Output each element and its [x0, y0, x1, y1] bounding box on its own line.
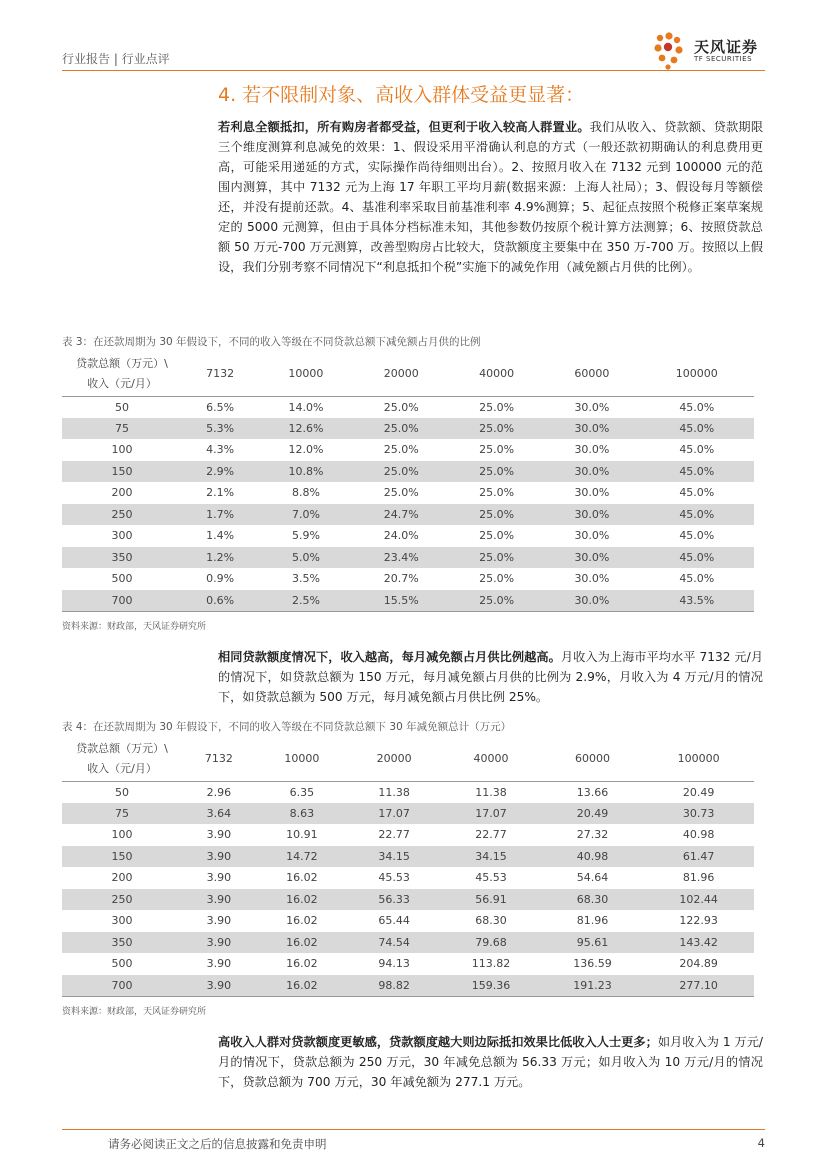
row-label: 700 — [62, 975, 182, 997]
table-cell: 5.0% — [258, 547, 353, 569]
row-label: 200 — [111, 486, 133, 500]
column-header: 10000 — [284, 752, 320, 766]
table-cell: 81.96 — [576, 914, 609, 928]
table-cell: 27.32 — [576, 828, 609, 842]
paragraph-income-effect — [218, 647, 763, 707]
table-cell: 40.98 — [682, 828, 715, 842]
table-cell: 16.02 — [286, 957, 318, 971]
table-cell: 68.30 — [542, 889, 643, 911]
table-cell: 17.07 — [348, 803, 440, 825]
table-row — [62, 953, 754, 975]
row-label: 300 — [111, 529, 133, 543]
table-row — [62, 781, 754, 803]
paragraph-body: 我们从收入、贷款额、贷款期限三个维度测算利息减免的效果：1、假设采用平滑确认利息的方式（一般还款初期确认的利息费用更高，可能采用递延的方式，实际操作尚待细则出台）。2、按照月收入在 7132 元到 100000 元的范围内测算，其中 7132 元为上海 17 年职工平均月薪(数据来源：上海人社局）；3、假设每月等额偿还，并没有提前还款。4、基准利率采取目前基准利率 4.9%测算；5、起征点按照个税修正案草案规定的 5000 元测算，但由于具体分档标准未知，其他参数仍按原个税计算方法测算；6、按照贷款总额 50 万元-700 万元测算，改善型购房占比较大，贷款额度主要集中在 350 万-700 万。按照以上假设，我们分别考察不同情况下“利息抵扣个税”实施下的减免作用（减免额占月供的比例）。 — [218, 120, 764, 274]
table-cell: 25.0% — [449, 590, 544, 612]
table-cell: 45.0% — [640, 547, 754, 569]
table-row — [62, 590, 754, 612]
table-cell: 1.7% — [182, 504, 258, 526]
table-cell: 14.72 — [256, 846, 348, 868]
table-cell: 3.90 — [206, 914, 232, 928]
table-row — [62, 568, 754, 590]
table-cell: 11.38 — [378, 785, 410, 799]
column-header: 20000 — [383, 367, 419, 381]
table-row — [62, 824, 754, 846]
table-cell: 20.7% — [383, 572, 419, 586]
table-cell: 25.0% — [479, 400, 515, 414]
table4-source: 资料来源：财政部，天风证券研究所 — [62, 1007, 207, 1017]
table-cell: 25.0% — [354, 461, 449, 483]
table-cell: 25.0% — [449, 418, 544, 440]
row-label: 100 — [111, 828, 133, 842]
header-divider — [62, 70, 765, 71]
table-corner-header: 贷款总额（万元）\ 收入（元/月） — [76, 356, 168, 390]
table-cell: 30.0% — [544, 590, 639, 612]
table-cell: 122.93 — [679, 914, 718, 928]
table-cell: 2.1% — [206, 486, 235, 500]
table-cell: 16.02 — [286, 871, 318, 885]
table-cell: 81.96 — [682, 871, 715, 885]
table-row — [62, 547, 754, 569]
table-row — [62, 867, 754, 889]
table-cell: 16.02 — [256, 975, 348, 997]
table-cell: 10.91 — [286, 828, 318, 842]
table-row — [62, 975, 754, 997]
table-cell: 5.9% — [291, 529, 320, 543]
table-cell: 61.47 — [643, 846, 754, 868]
table-cell: 143.42 — [643, 932, 754, 954]
table-header-row — [62, 352, 754, 396]
table-cell: 3.90 — [206, 828, 232, 842]
table-cell: 74.54 — [348, 932, 440, 954]
table-cell: 25.0% — [449, 461, 544, 483]
table-cell: 54.64 — [576, 871, 609, 885]
table-cell: 4.3% — [206, 443, 235, 457]
row-label: 75 — [62, 803, 182, 825]
table-cell: 191.23 — [542, 975, 643, 997]
table-row — [62, 439, 754, 461]
row-label: 50 — [115, 785, 129, 799]
table4 — [62, 737, 754, 997]
column-header: 60000 — [575, 752, 610, 766]
table4-caption: 表 4：在还款周期为 30 年假设下，不同的收入等级在不同贷款总额下 30 年减免额总计（万元） — [62, 721, 512, 733]
table-cell: 12.0% — [288, 443, 324, 457]
table-row — [62, 461, 754, 483]
table-cell: 45.0% — [679, 529, 715, 543]
table-cell: 1.2% — [182, 547, 258, 569]
table-cell: 30.73 — [643, 803, 754, 825]
table-row — [62, 803, 754, 825]
table-cell: 15.5% — [354, 590, 449, 612]
table-cell: 20.49 — [682, 785, 715, 799]
table-row — [62, 418, 754, 440]
row-label: 700 — [62, 590, 182, 612]
table-cell: 16.02 — [256, 932, 348, 954]
table-cell: 6.35 — [289, 785, 315, 799]
table-cell: 25.0% — [479, 572, 515, 586]
paragraph-lead: 高收入人群对贷款额度更敏感，贷款额度越大则边际抵扣效果比低收入人士更多； — [218, 1035, 658, 1049]
column-header: 20000 — [376, 752, 412, 766]
table-cell: 30.0% — [544, 547, 639, 569]
table-cell: 3.5% — [291, 572, 320, 586]
table-corner-header: 贷款总额（万元）\ 收入（元/月） — [76, 741, 168, 775]
table-cell: 3.90 — [206, 957, 232, 971]
table-cell: 17.07 — [440, 803, 541, 825]
table-cell: 16.02 — [286, 914, 318, 928]
row-label: 500 — [111, 572, 133, 586]
column-header: 60000 — [574, 367, 610, 381]
table-row — [62, 889, 754, 911]
table-cell: 25.0% — [479, 529, 515, 543]
table-cell: 30.0% — [574, 443, 610, 457]
table-row — [62, 910, 754, 932]
table-cell: 16.02 — [256, 889, 348, 911]
table-cell: 0.6% — [182, 590, 258, 612]
row-label: 350 — [62, 547, 182, 569]
column-header: 10000 — [288, 367, 324, 381]
table-cell: 30.0% — [574, 486, 610, 500]
row-label: 75 — [62, 418, 182, 440]
table-cell: 10.8% — [258, 461, 353, 483]
row-label: 150 — [62, 461, 182, 483]
table-cell: 94.13 — [378, 957, 410, 971]
table-cell: 22.77 — [475, 828, 507, 842]
table-cell: 204.89 — [679, 957, 718, 971]
table-cell: 7.0% — [258, 504, 353, 526]
table-cell: 12.6% — [258, 418, 353, 440]
table-cell: 14.0% — [288, 400, 324, 414]
table-cell: 45.0% — [640, 504, 754, 526]
table-cell: 40.98 — [542, 846, 643, 868]
table-cell: 3.90 — [182, 846, 256, 868]
table-cell: 45.0% — [679, 486, 715, 500]
table-cell: 22.77 — [378, 828, 410, 842]
column-header: 100000 — [675, 367, 718, 381]
table-cell: 2.5% — [258, 590, 353, 612]
column-header: 7132 — [206, 367, 235, 381]
table-cell: 65.44 — [378, 914, 410, 928]
paragraph-body: 月收入为上海市平均水平 7132 元/月的情况下，如贷款总额为 150 万元，每月减免额占月供的比例为 2.9%，月收入为 4 万元/月的情况下，如贷款总额为 500 万元，每月减免额占月供比例 25%。 — [218, 650, 764, 704]
table-row — [62, 482, 754, 504]
paragraph-lead: 相同贷款额度情况下，收入越高，每月减免额占月供比例越高。 — [218, 650, 561, 664]
table-cell: 3.90 — [206, 871, 232, 885]
logo-name: 天风证券 — [694, 38, 759, 56]
table-cell: 3.90 — [182, 975, 256, 997]
table-cell: 5.3% — [182, 418, 258, 440]
table-cell: 13.66 — [576, 785, 609, 799]
row-label: 250 — [62, 889, 182, 911]
table-header-row — [62, 737, 754, 781]
table-cell: 6.5% — [206, 400, 235, 414]
table-cell: 102.44 — [643, 889, 754, 911]
table-row — [62, 525, 754, 547]
table-row — [62, 846, 754, 868]
table-cell: 25.0% — [383, 400, 419, 414]
section-title: 4. 若不限制对象、高收入群体受益更显著： — [218, 84, 585, 106]
paragraph-body: 如月收入为 1 万元/月的情况下，贷款总额为 250 万元，30 年减免总额为 56.33 万元；如月收入为 10 万元/月的情况下，贷款总额为 700 万元，30 年减免额为 277.1 万元。 — [218, 1035, 764, 1089]
row-label: 150 — [62, 846, 182, 868]
table-cell: 277.10 — [643, 975, 754, 997]
table-cell: 45.53 — [475, 871, 507, 885]
table-cell: 30.0% — [574, 572, 610, 586]
table-cell: 68.30 — [475, 914, 507, 928]
table-cell: 3.64 — [182, 803, 256, 825]
row-label: 200 — [111, 871, 133, 885]
table-cell: 30.0% — [544, 504, 639, 526]
table-cell: 56.33 — [348, 889, 440, 911]
table-cell: 113.82 — [471, 957, 511, 971]
table-cell: 45.0% — [679, 572, 715, 586]
logo-subtitle: TF SECURITIES — [694, 55, 753, 63]
row-label: 300 — [111, 914, 133, 928]
column-header: 40000 — [473, 752, 509, 766]
table3-source: 资料来源：财政部，天风证券研究所 — [62, 622, 207, 632]
table-cell: 25.0% — [479, 443, 515, 457]
row-label: 100 — [111, 443, 133, 457]
table-cell: 0.9% — [206, 572, 235, 586]
table-cell: 95.61 — [542, 932, 643, 954]
table-cell: 3.90 — [182, 932, 256, 954]
table-cell: 45.53 — [378, 871, 410, 885]
column-header: 7132 — [204, 752, 233, 766]
row-label: 350 — [62, 932, 182, 954]
table3 — [62, 352, 754, 612]
row-label: 250 — [62, 504, 182, 526]
table-cell: 25.0% — [479, 486, 515, 500]
table-cell: 25.0% — [354, 418, 449, 440]
row-label: 50 — [115, 400, 129, 414]
table3-caption: 表 3：在还款周期为 30 年假设下，不同的收入等级在不同贷款总额下减免额占月供的比例 — [62, 336, 481, 348]
table-cell: 8.8% — [291, 486, 320, 500]
table-cell: 34.15 — [440, 846, 541, 868]
table-cell: 45.0% — [640, 418, 754, 440]
table-cell: 45.0% — [679, 443, 715, 457]
table-cell: 1.4% — [206, 529, 235, 543]
table-cell: 30.0% — [544, 461, 639, 483]
table-cell: 30.0% — [574, 400, 610, 414]
column-header: 40000 — [479, 367, 515, 381]
disclaimer-note: 请务必阅读正文之后的信息披露和免责申明 — [108, 1137, 327, 1151]
table-row — [62, 504, 754, 526]
table-cell: 8.63 — [256, 803, 348, 825]
table-cell: 56.91 — [440, 889, 541, 911]
table-cell: 43.5% — [640, 590, 754, 612]
column-header: 100000 — [677, 752, 720, 766]
table-row — [62, 932, 754, 954]
table-cell: 3.90 — [182, 889, 256, 911]
table-cell: 23.4% — [354, 547, 449, 569]
table-cell: 25.0% — [449, 547, 544, 569]
table-cell: 79.68 — [440, 932, 541, 954]
breadcrumb: 行业报告 | 行业点评 — [62, 52, 170, 66]
paragraph-loan-sensitivity — [218, 1032, 763, 1092]
table-cell: 45.0% — [679, 400, 715, 414]
paragraph-assumptions — [218, 117, 763, 277]
footer-divider — [62, 1129, 765, 1130]
paragraph-lead: 若利息全额抵扣，所有购房者都受益，但更利于收入较高人群置业。 — [218, 120, 590, 134]
table-cell: 24.7% — [354, 504, 449, 526]
table-cell: 11.38 — [475, 785, 507, 799]
table-cell: 24.0% — [383, 529, 419, 543]
table-cell: 98.82 — [348, 975, 440, 997]
table-cell: 25.0% — [383, 486, 419, 500]
table-cell: 2.96 — [206, 785, 232, 799]
table-cell: 45.0% — [640, 461, 754, 483]
page-number: 4 — [757, 1136, 765, 1150]
table-cell: 30.0% — [574, 529, 610, 543]
table-cell: 159.36 — [440, 975, 541, 997]
row-label: 500 — [111, 957, 133, 971]
table-cell: 25.0% — [383, 443, 419, 457]
table-cell: 34.15 — [348, 846, 440, 868]
table-cell: 30.0% — [544, 418, 639, 440]
table-cell: 136.59 — [573, 957, 612, 971]
table-cell: 20.49 — [542, 803, 643, 825]
table-cell: 2.9% — [182, 461, 258, 483]
table-cell: 25.0% — [449, 504, 544, 526]
table-row — [62, 396, 754, 418]
